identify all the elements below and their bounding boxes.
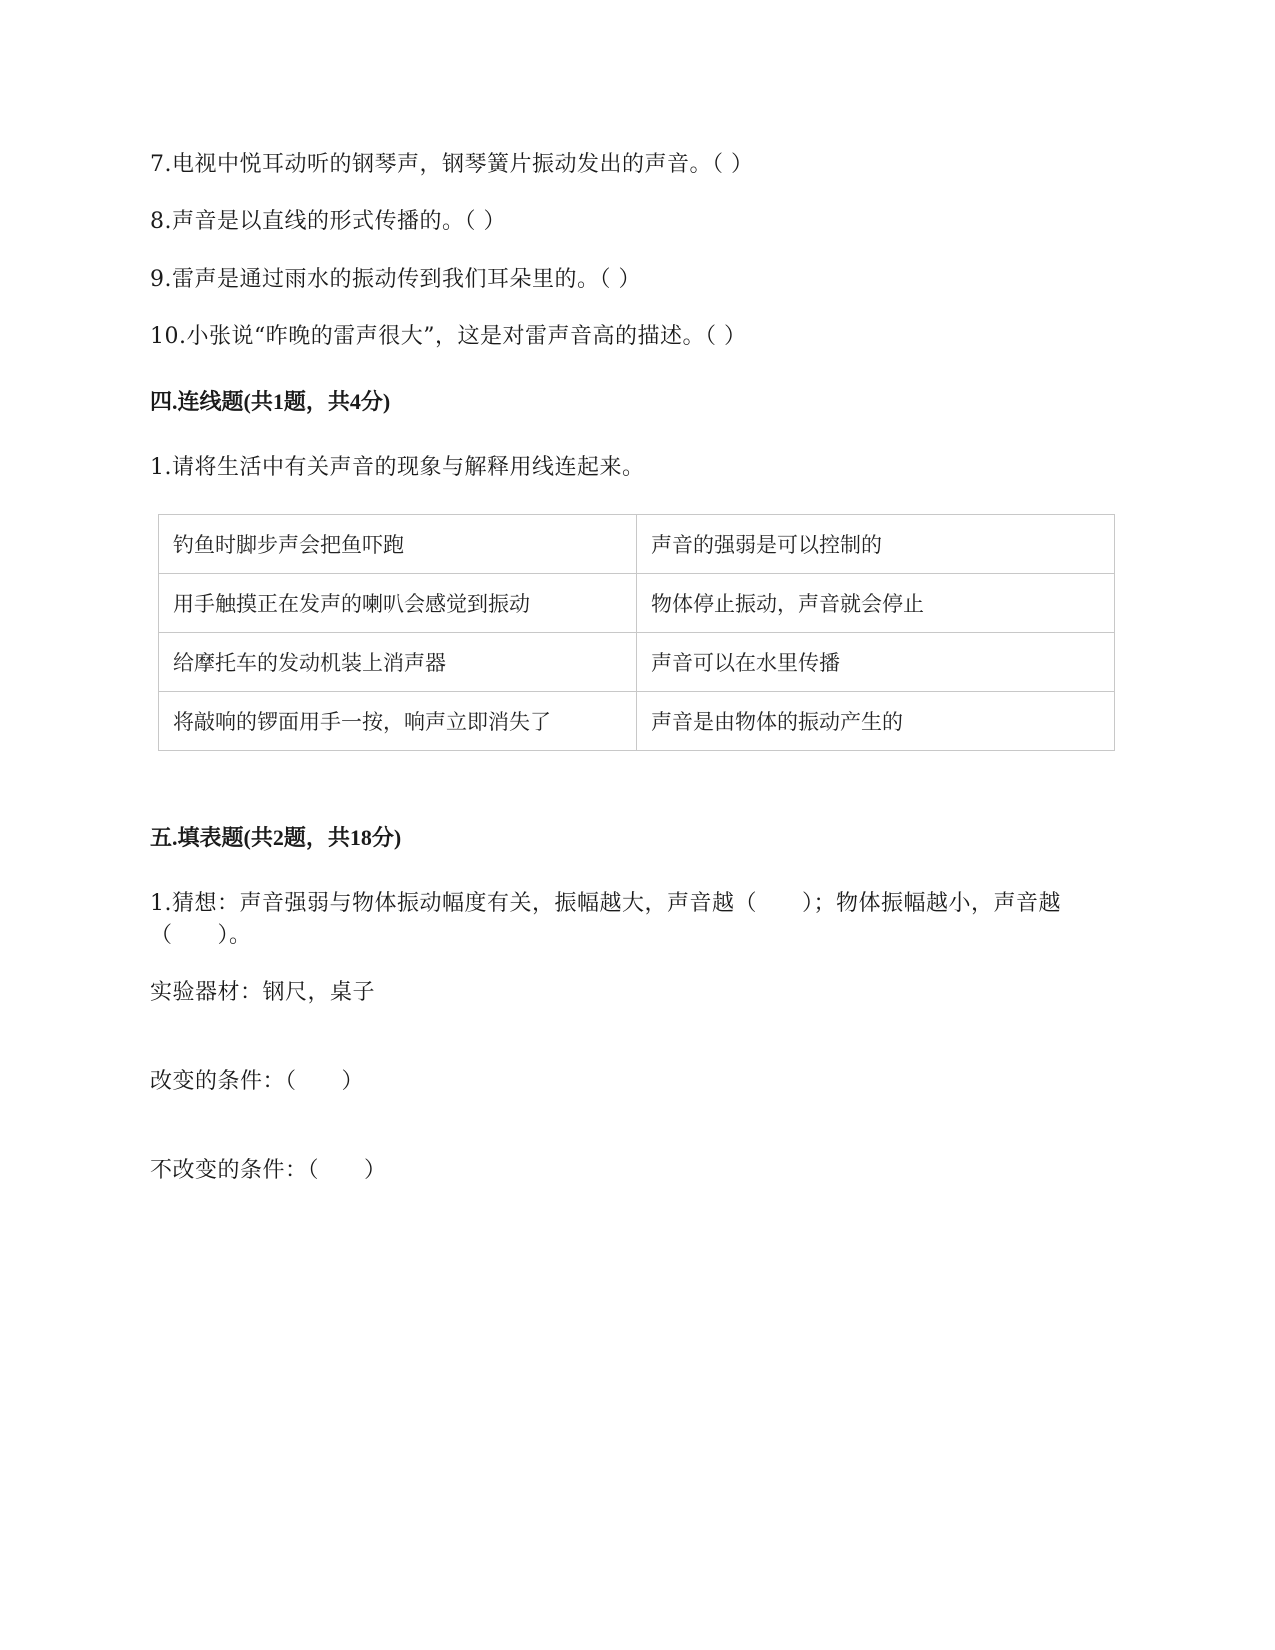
hypothesis-question: 1.猜想：声音强弱与物体振动幅度有关，振幅越大，声音越（ ）；物体振幅越小，声音越（ ）。 — [150, 891, 1061, 948]
materials-text: 实验器材：钢尺，桌子 — [150, 980, 376, 1005]
changed-condition: 改变的条件：（ ） — [150, 1069, 365, 1094]
table-row — [159, 574, 1115, 633]
explanation-cell[interactable]: 声音是由物体的振动产生的 — [637, 692, 1115, 751]
question-7: 7.电视中悦耳动听的钢琴声，钢琴簧片振动发出的声音。（ ） — [150, 152, 754, 177]
phenomenon-cell[interactable]: 给摩托车的发动机装上消声器 — [159, 633, 637, 692]
question-8: 8.声音是以直线的形式传播的。（ ） — [150, 209, 506, 234]
explanation-cell[interactable]: 声音可以在水里传播 — [637, 633, 1115, 692]
table-row — [159, 633, 1115, 692]
unchanged-condition: 不改变的条件：（ ） — [150, 1158, 387, 1183]
question-10: 10.小张说“昨晚的雷声很大”，这是对雷声音高的描述。（ ） — [150, 324, 747, 349]
phenomenon-cell[interactable]: 将敲响的锣面用手一按，响声立即消失了 — [159, 692, 637, 751]
explanation-cell[interactable]: 物体停止振动，声音就会停止 — [637, 574, 1115, 633]
matching-question: 1.请将生活中有关声音的现象与解释用线连起来。 — [150, 455, 645, 480]
table-row — [159, 515, 1115, 574]
section-5-heading: 五.填表题(共2题，共18分) — [150, 825, 402, 850]
phenomenon-cell[interactable]: 钓鱼时脚步声会把鱼吓跑 — [159, 515, 637, 574]
matching-table — [158, 514, 1115, 751]
question-9: 9.雷声是通过雨水的振动传到我们耳朵里的。（ ） — [150, 267, 641, 292]
phenomenon-cell[interactable]: 用手触摸正在发声的喇叭会感觉到振动 — [159, 574, 637, 633]
table-row — [159, 692, 1115, 751]
explanation-cell[interactable]: 声音的强弱是可以控制的 — [637, 515, 1115, 574]
section-4-heading: 四.连线题(共1题，共4分) — [150, 389, 391, 414]
